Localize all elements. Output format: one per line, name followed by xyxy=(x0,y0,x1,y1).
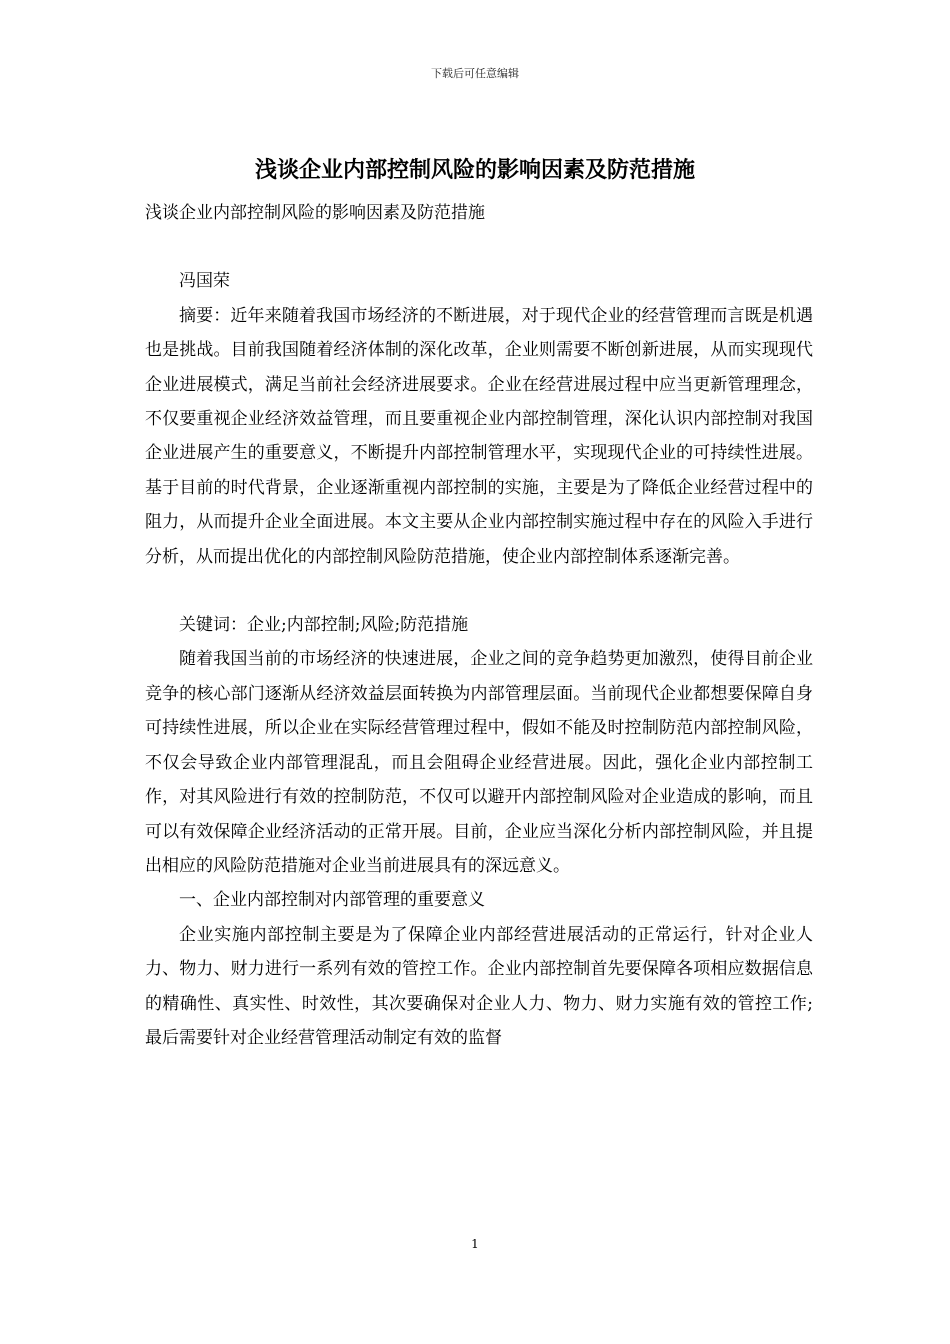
section-heading: 一、企业内部控制对内部管理的重要意义 xyxy=(179,890,485,911)
spacer xyxy=(145,574,813,608)
spacer xyxy=(145,230,813,264)
section-paragraph: 企业实施内部控制主要是为了保障企业内部经营进展活动的正常运行，针对企业人力、物力、财力进行一系列有效的管控工作。企业内部控制首先要保障各项相应数据信息的精确性、真实性、时效性，其次要确保对企业人力、物力、财力实施有效的管控工作;最后需要针对企业经营管理活动制定有效的监督 xyxy=(145,924,813,1048)
document-body xyxy=(145,196,813,1055)
abstract-paragraph: 摘要：近年来随着我国市场经济的不断进展，对于现代企业的经营管理而言既是机遇也是挑战。目前我国随着经济体制的深化改革，企业则需要不断创新进展，从而实现现代企业进展模式，满足当前社会经济进展要求。企业在经营进展过程中应当更新管理理念，不仅要重视企业经济效益管理，而且要重视企业内部控制管理，深化认识内部控制对我国企业进展产生的重要意义，不断提升内部控制管理水平，实现现代企业的可持续性进展。基于目前的时代背景，企业逐渐重视内部控制的实施，主要是为了降低企业经营过程中的阻力，从而提升企业全面进展。本文主要从企业内部控制实施过程中存在的风险入手进行分析，从而提出优化的内部控制风险防范措施，使企业内部控制体系逐渐完善。 xyxy=(145,305,813,567)
document-title: 浅谈企业内部控制风险的影响因素及防范措施 xyxy=(254,157,695,183)
keywords-line: 关键词：企业;内部控制;风险;防范措施 xyxy=(179,615,469,636)
header-note: 下载后可任意编辑 xyxy=(431,67,519,80)
intro-paragraph: 随着我国当前的市场经济的快速进展，企业之间的竞争趋势更加激烈，使得目前企业竞争的核心部门逐渐从经济效益层面转换为内部管理层面。当前现代企业都想要保障自身可持续性进展，所以企业在实际经营管理过程中，假如不能及时控制防范内部控制风险，不仅会导致企业内部管理混乱，而且会阻碍企业经营进展。因此，强化企业内部控制工作，对其风险进行有效的控制防范，不仅可以避开内部控制风险对企业造成的影响，而且可以有效保障企业经济活动的正常开展。目前，企业应当深化分析内部控制风险，并且提出相应的风险防范措施对企业当前进展具有的深远意义。 xyxy=(145,649,813,876)
page-number: 1 xyxy=(471,1237,479,1251)
author-name: 冯国荣 xyxy=(179,271,230,292)
document-subtitle: 浅谈企业内部控制风险的影响因素及防范措施 xyxy=(145,203,485,223)
